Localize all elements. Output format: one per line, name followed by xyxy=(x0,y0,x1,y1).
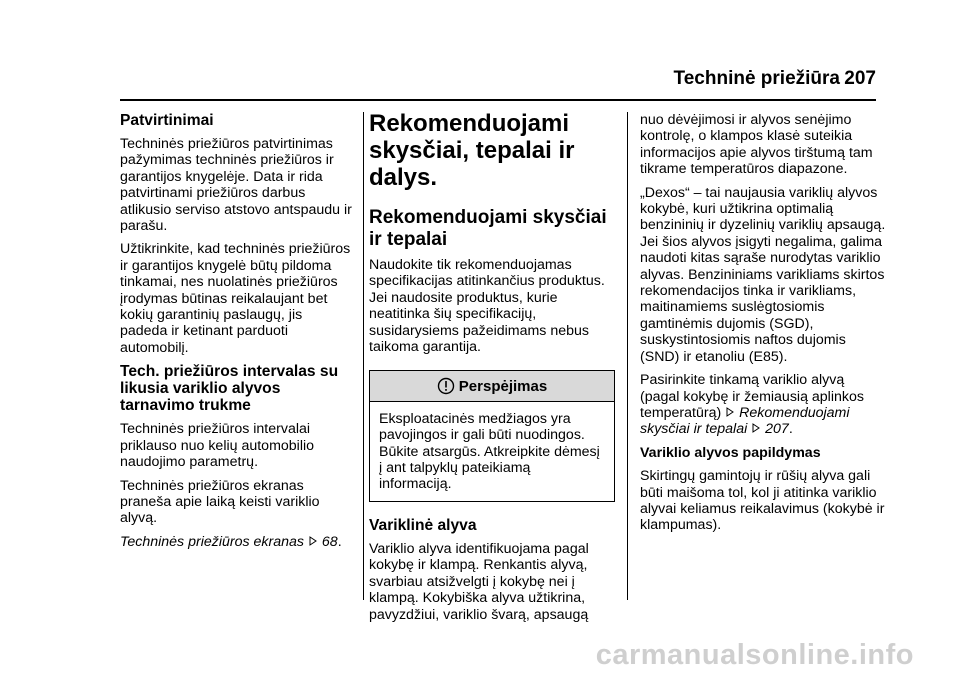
section-title: Techninė priežiūra xyxy=(673,68,840,89)
paragraph-text: Pasirinkite tinkamą variklio alyvą (pagal kokybę ir žemiausią aplinkos temperatūrą) xyxy=(640,372,864,421)
heading-confirmations: Patvirtinimai xyxy=(120,112,214,129)
reference-text: Rekomenduojami skysčiai ir tepalai xyxy=(640,404,850,438)
heading-engine-oil: Variklinė alyva xyxy=(369,516,477,534)
watermark: carmanualsonline.info xyxy=(595,639,914,671)
column-right xyxy=(640,112,886,541)
reference-text: Techninės priežiūros ekranas xyxy=(120,533,305,550)
cross-reference[interactable]: Techninės priežiūros ekranas 68. xyxy=(120,533,342,550)
reference-arrow-icon xyxy=(308,534,318,550)
warning-text: Eksploatacinės medžiagos yra pavojingos ir gali būti nuodingos. Būkite atsargūs. Atkreipkite dėmesį į ant talpyklų pateikiamą informaciją. xyxy=(379,410,600,493)
page-number: 207 xyxy=(844,68,876,89)
reference-arrow-icon xyxy=(751,421,761,437)
header-divider xyxy=(120,99,876,101)
page-header xyxy=(0,68,960,98)
paragraph: Naudokite tik rekomenduojamas specifikacijas atitinkančius produktus. Jei naudosite produktus, kurie neatitinka šių specifikacijų, susidarysiems pažeidimams nebus taikoma garantija. xyxy=(369,257,605,356)
paragraph xyxy=(640,372,886,438)
column-middle xyxy=(369,110,615,630)
heading-oil-topup: Variklio alyvos papildymas xyxy=(640,444,821,461)
paragraph: Techninės priežiūros intervalai priklauso nuo kelių automobilio naudojimo parametrų. xyxy=(120,421,315,471)
paragraph: Techninės priežiūros patvirtinimas pažymimas techninės priežiūros ir garantijos knygelėje. Data ir rida patvirtinami priežiūros darbus atlikusio serviso atstovo antspaudu ir parašu. xyxy=(120,136,352,235)
warning-title: Perspėjimas xyxy=(458,378,548,396)
warning-body xyxy=(370,402,614,501)
warning-box xyxy=(369,370,615,501)
heading-main: Rekomenduojami skysčiai, tepalai ir dalys. xyxy=(369,110,575,191)
column-left xyxy=(120,112,352,557)
reference-page: 207 xyxy=(765,421,789,438)
warning-header xyxy=(370,371,614,401)
column-divider xyxy=(627,112,628,600)
heading-fluids: Rekomenduojami skysčiai ir tepalai xyxy=(369,207,607,250)
column-divider xyxy=(363,112,364,600)
paragraph: Variklio alyva identifikuojama pagal kokybę ir klampą. Renkantis alyvą, svarbiau atsižvelgti į kokybę nei į klampą. Kokybiška alyva užtikrina, pavyzdžiui, variklio švarą, apsaugą xyxy=(369,540,589,623)
paragraph: „Dexos“ – tai naujausia variklių alyvos kokybė, kuri užtikrina optimalią benzininių ir dyzelinių variklių apsaugą. Jei šios alyvos įsigyti negalima, galima naudoti kitas sąraše nurodytas variklio alyvas. Benzininiams varikliams skirtos rekomendacijos tinka ir varikliams, maitinamiems suslėgtosiomis gamtinėmis dujomis (SGD), suskystintosiomis naftos dujomis (SND) ir etanoliu (E85). xyxy=(640,184,886,365)
paragraph: nuo dėvėjimosi ir alyvos senėjimo kontrolę, o klampos klasė suteikia informacijos apie alyvos tirštumą tam tikrame temperatūros diapazone. xyxy=(640,112,873,178)
paragraph: Skirtingų gamintojų ir rūšių alyva gali būti maišoma tol, kol ji atitinka variklio alyvai keliamus reikalavimus (kokybė ir klampumas). xyxy=(640,468,885,534)
reference-arrow-icon xyxy=(725,405,735,421)
reference-page: 68 xyxy=(321,533,338,550)
heading-service-interval: Tech. priežiūros intervalas su likusia variklio alyvos tarnavimo trukme xyxy=(120,363,339,415)
paragraph: Užtikrinkite, kad techninės priežiūros ir garantijos knygelė būtų pildoma tinkamai, nes nuolatinės priežiūros įrodymas būtinas reikalaujant bet kokių garantinių paslaugų, jis padeda ir ketinant parduoti automobilį. xyxy=(120,241,351,356)
paragraph: Techninės priežiūros ekranas praneša apie laiką keisti variklio alyvą. xyxy=(120,477,320,527)
cross-reference[interactable]: Rekomenduojami skysčiai ir tepalai 207. xyxy=(640,404,850,438)
warning-icon xyxy=(437,378,459,395)
